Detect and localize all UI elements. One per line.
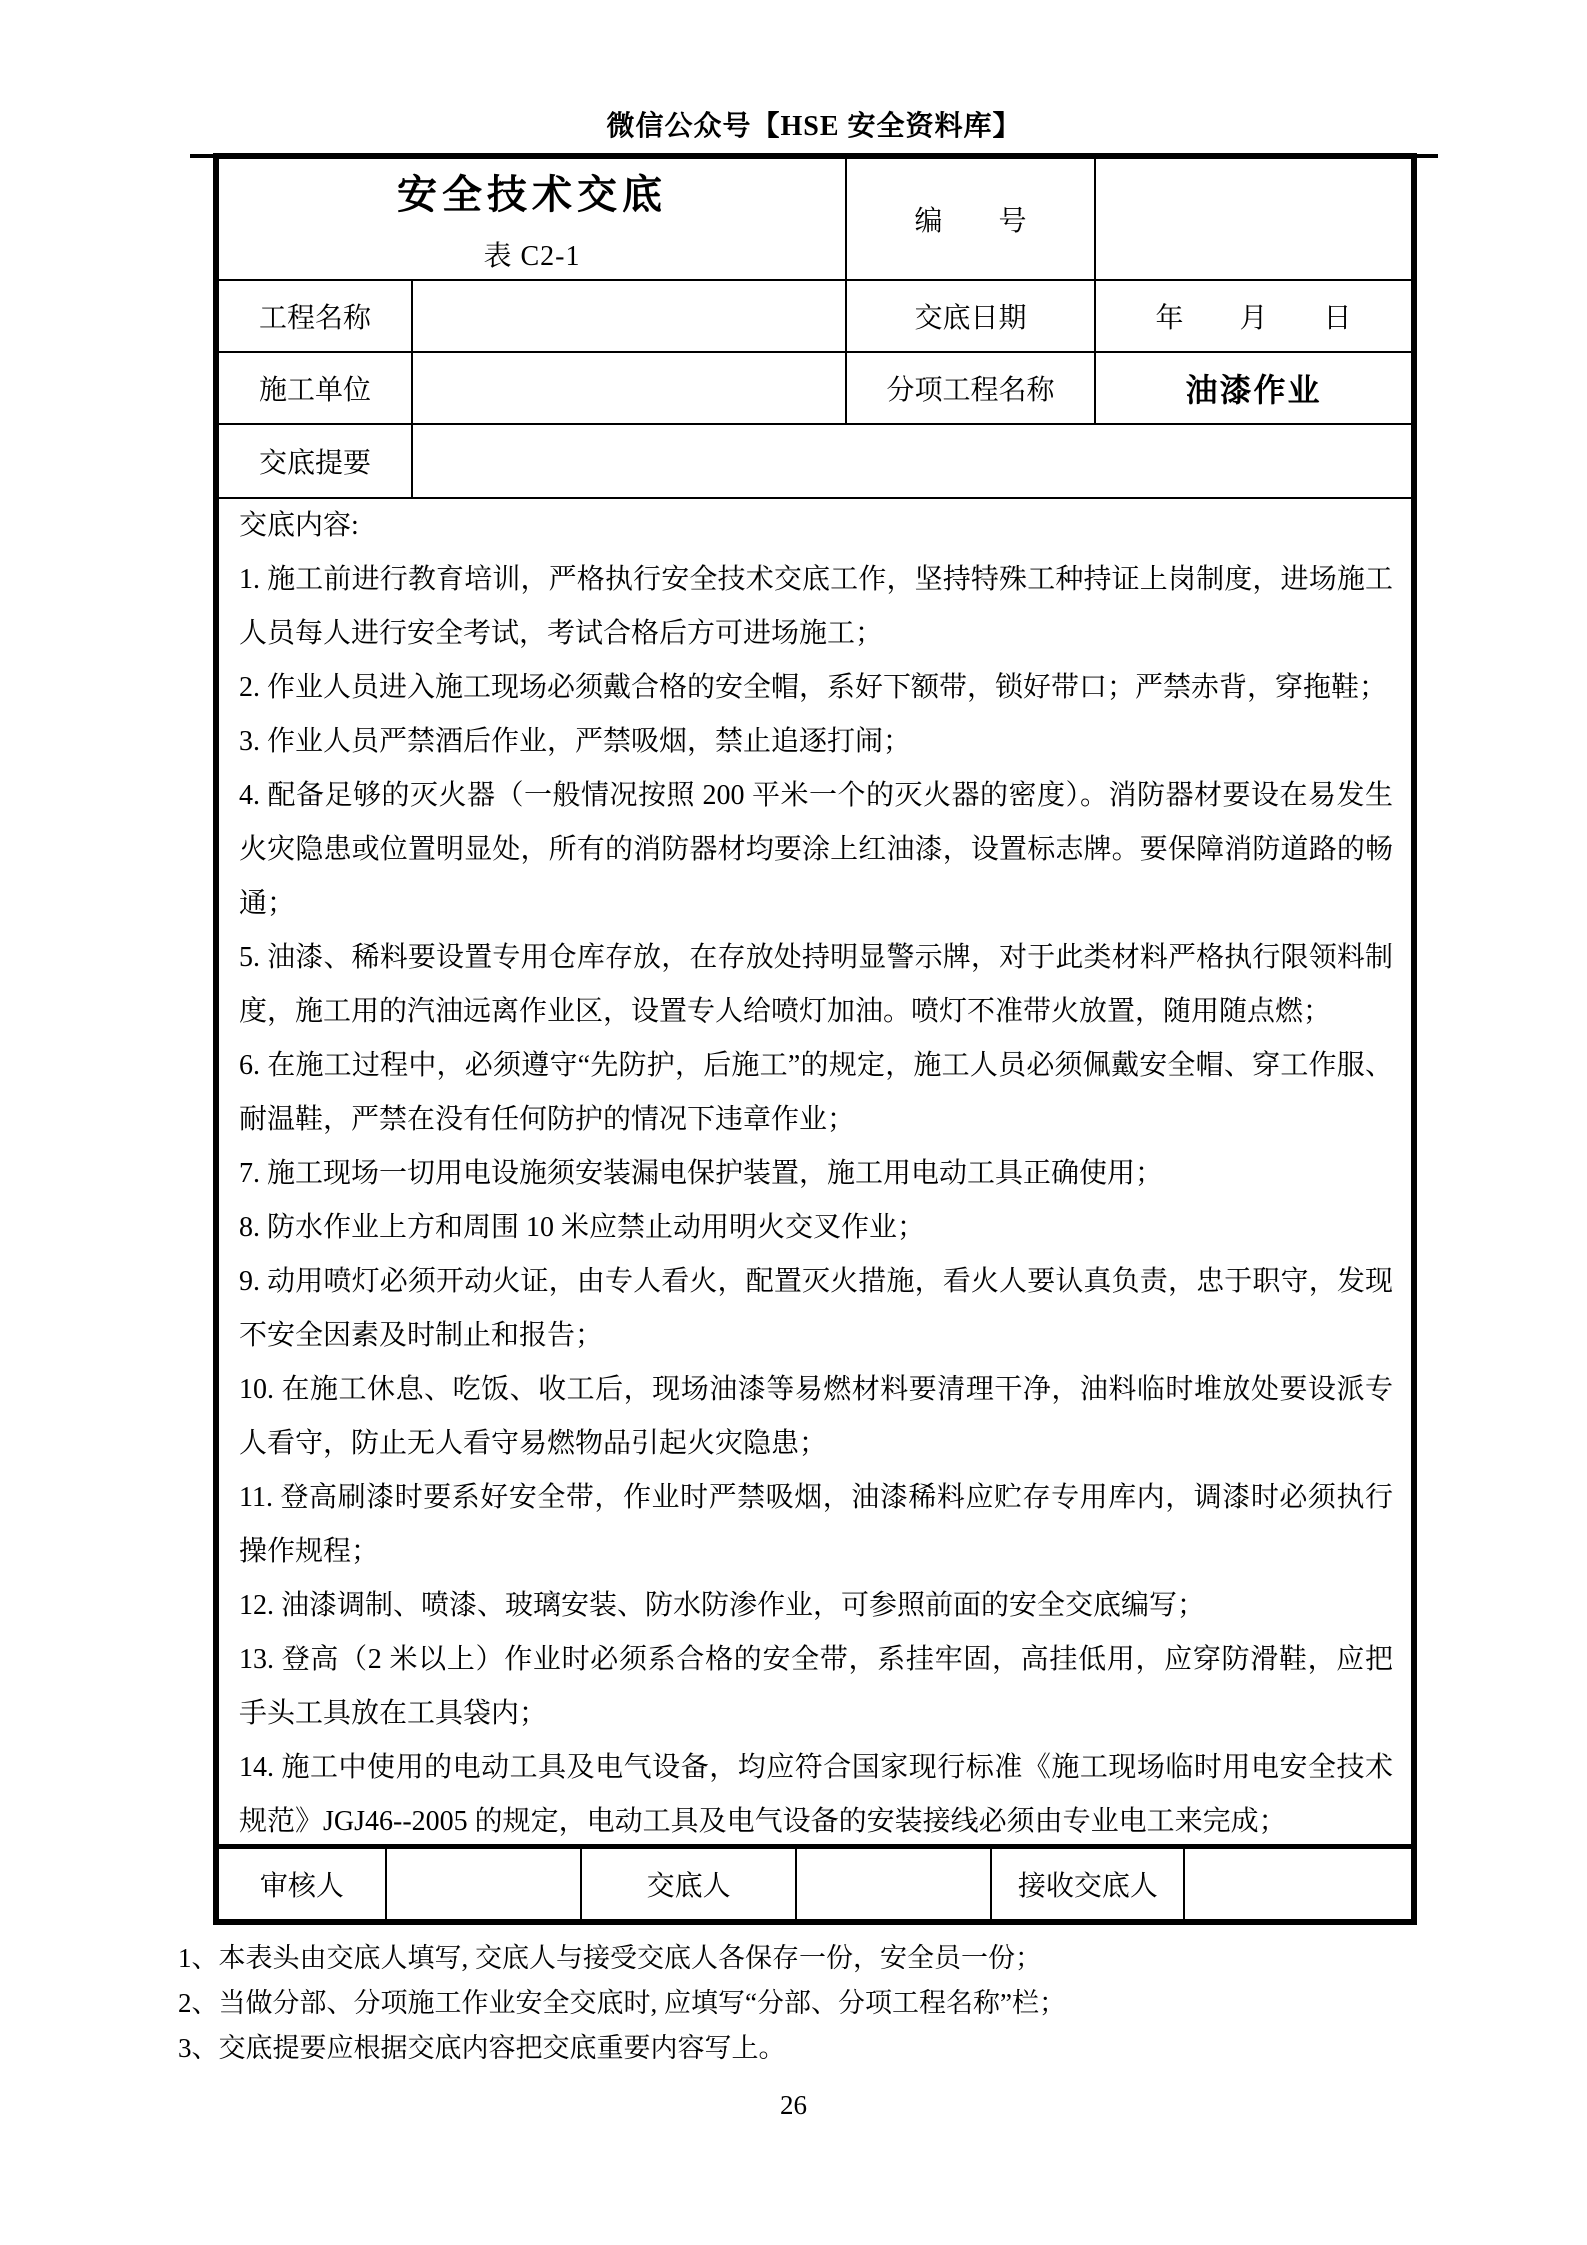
content-item: 2. 作业人员进入施工现场必须戴合格的安全帽，系好下额带，锁好带口；严禁赤背，穿拖鞋； xyxy=(239,672,1388,703)
form-subtitle: 表 C2-1 xyxy=(483,241,581,272)
footnotes xyxy=(178,1936,1440,2071)
disclosure-content-cell xyxy=(219,497,1411,1849)
title-stack xyxy=(227,164,837,274)
construction-unit-field[interactable] xyxy=(412,352,846,424)
content-item: 14. 施工中使用的电动工具及电气设备，均应符合国家现行标准《施工现场临时用电安全技术规范》JGJ46--2005 的规定，电动工具及电气设备的安装接线必须由专业电工来完成； xyxy=(239,1752,1393,1837)
footnote-line: 3、交底提要应根据交底内容把交底重要内容写上。 xyxy=(178,2033,786,2063)
content-item: 3. 作业人员严禁酒后作业，严禁吸烟，禁止追逐打闹； xyxy=(239,726,912,757)
content-item: 11. 登高刷漆时要系好安全带，作业时严禁吸烟，油漆稀料应贮存专用库内，调漆时必须执行操作规程； xyxy=(239,1482,1393,1567)
project-name-row xyxy=(219,280,1411,352)
project-name-label: 工程名称 xyxy=(219,280,412,352)
construction-unit-row xyxy=(219,352,1411,424)
title-row xyxy=(219,159,1411,280)
subproject-name-value: 油漆作业 xyxy=(1095,352,1411,424)
serial-number-field[interactable] xyxy=(1095,159,1411,280)
footnote-line: 2、当做分部、分项施工作业安全交底时, 应填写“分部、分项工程名称”栏； xyxy=(178,1988,1066,2018)
summary-row xyxy=(219,424,1411,497)
receiver-label: 接收交底人 xyxy=(991,1849,1184,1919)
discloser-signature-field[interactable] xyxy=(796,1849,991,1919)
disclosure-date-label: 交底日期 xyxy=(846,280,1095,352)
content-item: 10. 在施工休息、吃饭、收工后，现场油漆等易燃材料要清理干净，油料临时堆放处要设派专人看守，防止无人看守易燃物品引起火灾隐患； xyxy=(239,1374,1393,1459)
content-item: 12. 油漆调制、喷漆、玻璃安装、防水防渗作业，可参照前面的安全交底编写； xyxy=(239,1590,1206,1621)
construction-unit-label: 施工单位 xyxy=(219,352,412,424)
page-number: 26 xyxy=(780,2090,807,2120)
form-title: 安全技术交底 xyxy=(396,172,667,217)
wechat-banner xyxy=(190,104,1438,158)
title-cell xyxy=(219,159,846,280)
content-heading: 交底内容: xyxy=(239,510,359,541)
summary-label: 交底提要 xyxy=(219,424,412,497)
content-item: 13. 登高（2 米以上）作业时必须系合格的安全带，系挂牢固，高挂低用，应穿防滑鞋，应把手头工具放在工具袋内； xyxy=(239,1644,1393,1729)
project-name-field[interactable] xyxy=(412,280,846,352)
content-item: 5. 油漆、稀料要设置专用仓库存放，在存放处持明显警示牌，对于此类材料严格执行限领料制度，施工用的汽油远离作业区，设置专人给喷灯加油。喷灯不准带火放置，随用随点燃； xyxy=(239,942,1393,1027)
reviewer-label: 审核人 xyxy=(219,1849,386,1919)
content-item: 7. 施工现场一切用电设施须安装漏电保护装置，施工用电动工具正确使用； xyxy=(239,1158,1164,1189)
reviewer-signature-field[interactable] xyxy=(386,1849,581,1919)
content-item: 9. 动用喷灯必须开动火证，由专人看火，配置灭火措施，看火人要认真负责，忠于职守，发现不安全因素及时制止和报告； xyxy=(239,1266,1393,1351)
footnote-line: 1、本表头由交底人填写, 交底人与接受交底人各保存一份，安全员一份； xyxy=(178,1943,1042,1973)
discloser-label: 交底人 xyxy=(581,1849,796,1919)
content-item: 6. 在施工过程中，必须遵守“先防护，后施工”的规定，施工人员必须佩戴安全帽、穿工作服、耐温鞋，严禁在没有任何防护的情况下违章作业； xyxy=(239,1050,1393,1135)
signature-row xyxy=(219,1849,1411,1919)
summary-field[interactable] xyxy=(412,424,1411,497)
wechat-banner-label: 微信公众号【HSE 安全资料库】 xyxy=(606,111,1022,142)
safety-disclosure-form xyxy=(213,153,1417,1925)
signature-table xyxy=(219,1849,1411,1919)
receiver-signature-field[interactable] xyxy=(1184,1849,1411,1919)
serial-number-label: 编 号 xyxy=(846,159,1095,280)
disclosure-date-field[interactable]: 年 月 日 xyxy=(1095,280,1411,352)
content-item: 1. 施工前进行教育培训，严格执行安全技术交底工作，坚持特殊工种持证上岗制度，进场施工人员每人进行安全考试，考试合格后方可进场施工； xyxy=(239,564,1393,649)
form-header-table xyxy=(219,159,1411,497)
content-item: 4. 配备足够的灭火器（一般情况按照 200 平米一个的灭火器的密度）。消防器材要设在易发生火灾隐患或位置明显处，所有的消防器材均要涂上红油漆，设置标志牌。要保障消防道路的畅通； xyxy=(239,780,1393,919)
content-item: 8. 防水作业上方和周围 10 米应禁止动用明火交叉作业； xyxy=(239,1212,926,1243)
subproject-name-label: 分项工程名称 xyxy=(846,352,1095,424)
